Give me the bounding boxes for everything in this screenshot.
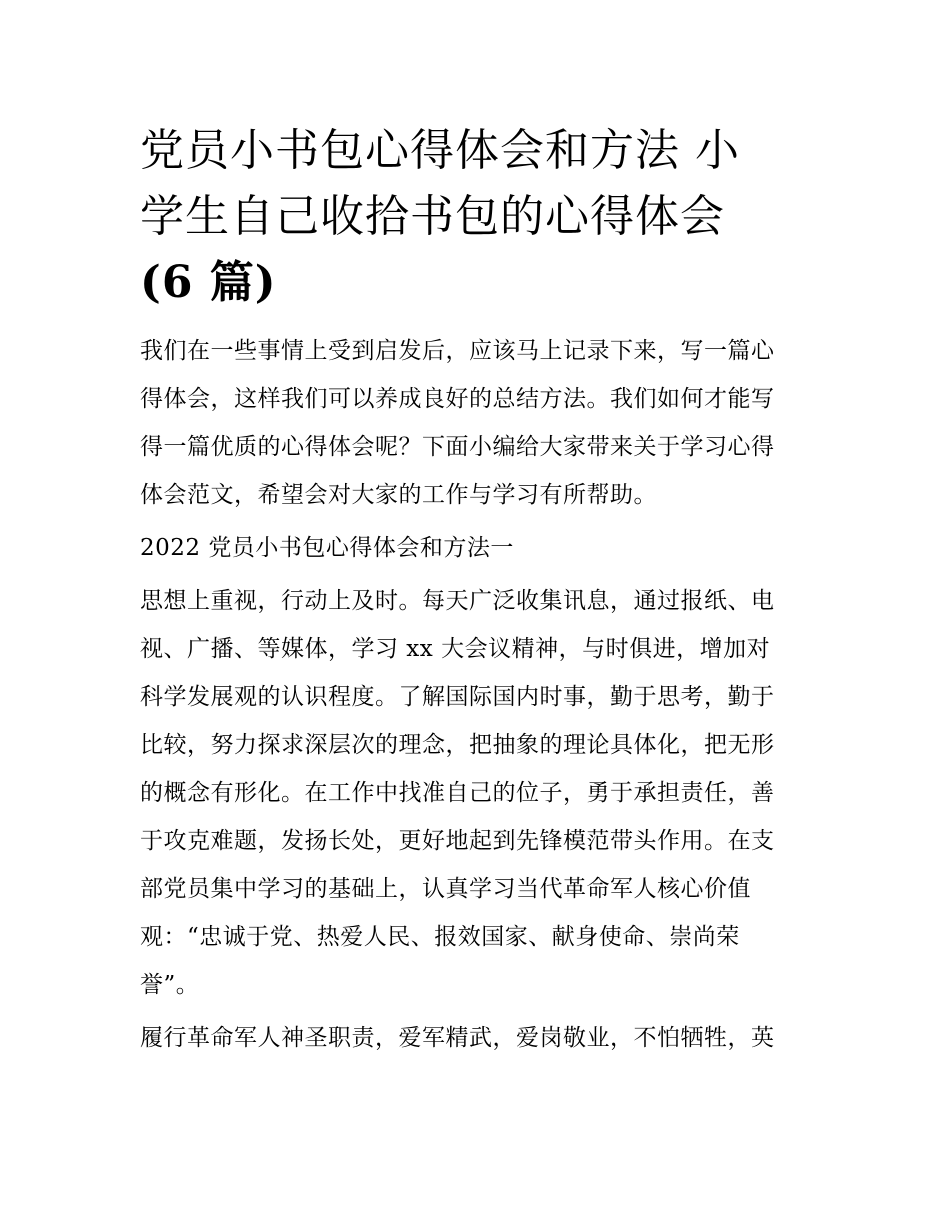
text-line: 视、广播、等媒体，学习 xx 大会议精神，与时俱进，增加对 [140,636,771,662]
title-line: 党员小书包心得体会和方法 小 [140,125,740,176]
document-content [140,118,812,1062]
intro-paragraph [140,327,812,519]
text-line: 我们在一些事情上受到启发后，应该马上记录下来，写一篇心 [140,338,775,364]
body-paragraph [140,577,812,1009]
text-line: 体会范文，希望会对大家的工作与学习有所帮助。 [140,482,657,508]
text-line: 誉”。 [140,972,200,998]
section-heading [140,524,812,572]
text-line: 观：“忠诚于党、热爱人民、报效国家、献身使命、崇尚荣 [140,924,740,950]
text-line: 思想上重视，行动上及时。每天广泛收集讯息，通过报纸、电 [140,588,775,614]
title-line: 学生自己收拾书包的心得体会 [140,191,725,242]
text-line: 科学发展观的认识程度。了解国际国内时事，勤于思考，勤于 [140,684,775,710]
text-line: 于攻克难题，发扬长处，更好地起到先锋模范带头作用。在支 [140,828,775,854]
text-line: 部党员集中学习的基础上，认真学习当代革命军人核心价值 [140,876,751,902]
document-title [140,118,812,316]
body-paragraph [140,1014,812,1062]
text-line: 履行革命军人神圣职责，爱军精武，爱岗敬业，不怕牺牲，英 [140,1025,775,1051]
text-line: 的概念有形化。在工作中找准自己的位子，勇于承担责任，善 [140,780,775,806]
text-line: 得一篇优质的心得体会呢？下面小编给大家带来关于学习心得 [140,434,775,460]
section-heading-text: 2022 党员小书包心得体会和方法一 [140,535,514,561]
text-line: 比较，努力探求深层次的理念，把抽象的理论具体化，把无形 [140,732,775,758]
title-line: (6 篇) [140,257,277,308]
text-line: 得体会，这样我们可以养成良好的总结方法。我们如何才能写 [140,386,775,412]
document-body [140,327,812,1062]
